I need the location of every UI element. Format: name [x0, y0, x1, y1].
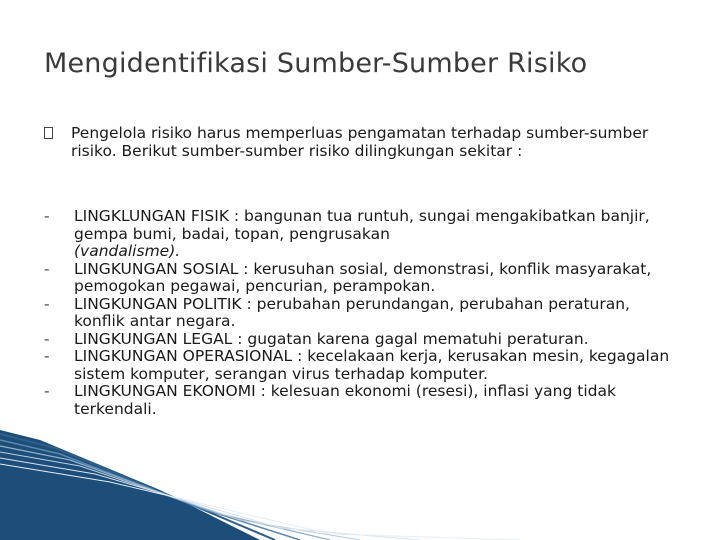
square-bullet-icon [44, 127, 53, 139]
decorative-wave-lines [0, 430, 720, 540]
dash-bullet-icon: - [44, 382, 50, 400]
list-item-text: LINGKUNGAN SOSIAL : kerusuhan sosial, demonstrasi, konflik masyarakat, pemogokan pegawai, pencurian, perampokan. [74, 259, 652, 295]
list-item-text: LINGKUNGAN LEGAL : gugatan karena gagal mematuhi peraturan. [74, 329, 589, 348]
list-item-text: LINGKUNGAN EKONOMI : kelesuan ekonomi (resesi), inflasi yang tidak terkendali. [74, 382, 616, 418]
intro-bullet [44, 125, 664, 160]
dash-bullet-icon: - [44, 259, 50, 278]
list-item-text: LINGKLUNGAN FISIK : bangunan tua runtuh, sungai mengakibatkan banjir, gempa bumi, badai, topan, pengrusakan [74, 207, 650, 243]
dash-bullet-icon: - [44, 207, 50, 225]
risk-source-list [44, 208, 684, 418]
list-item [44, 383, 684, 418]
list-item [44, 208, 684, 261]
intro-text: Pengelola risiko harus memperluas pengamatan terhadap sumber-sumber risiko. Berikut sumber-sumber risiko dilingkungan sekitar : [71, 124, 649, 160]
list-item [44, 296, 684, 331]
dash-bullet-icon: - [44, 294, 50, 313]
dash-bullet-icon: - [44, 347, 50, 365]
list-item-extra: (vandalisme). [74, 242, 181, 260]
list-item [44, 261, 684, 296]
list-item [44, 331, 684, 349]
list-item-text: LINGKUNGAN OPERASIONAL : kecelakaan kerja, kerusakan mesin, kegagalan sistem komputer, serangan virus terhadap komputer. [74, 347, 670, 383]
dash-bullet-icon: - [44, 329, 50, 348]
list-item-text: LINGKUNGAN POLITIK : perubahan perundangan, perubahan peraturan, konflik antar negara. [74, 294, 630, 330]
slide-title: Mengidentifikasi Sumber-Sumber Risiko [44, 48, 588, 79]
list-item [44, 348, 684, 383]
